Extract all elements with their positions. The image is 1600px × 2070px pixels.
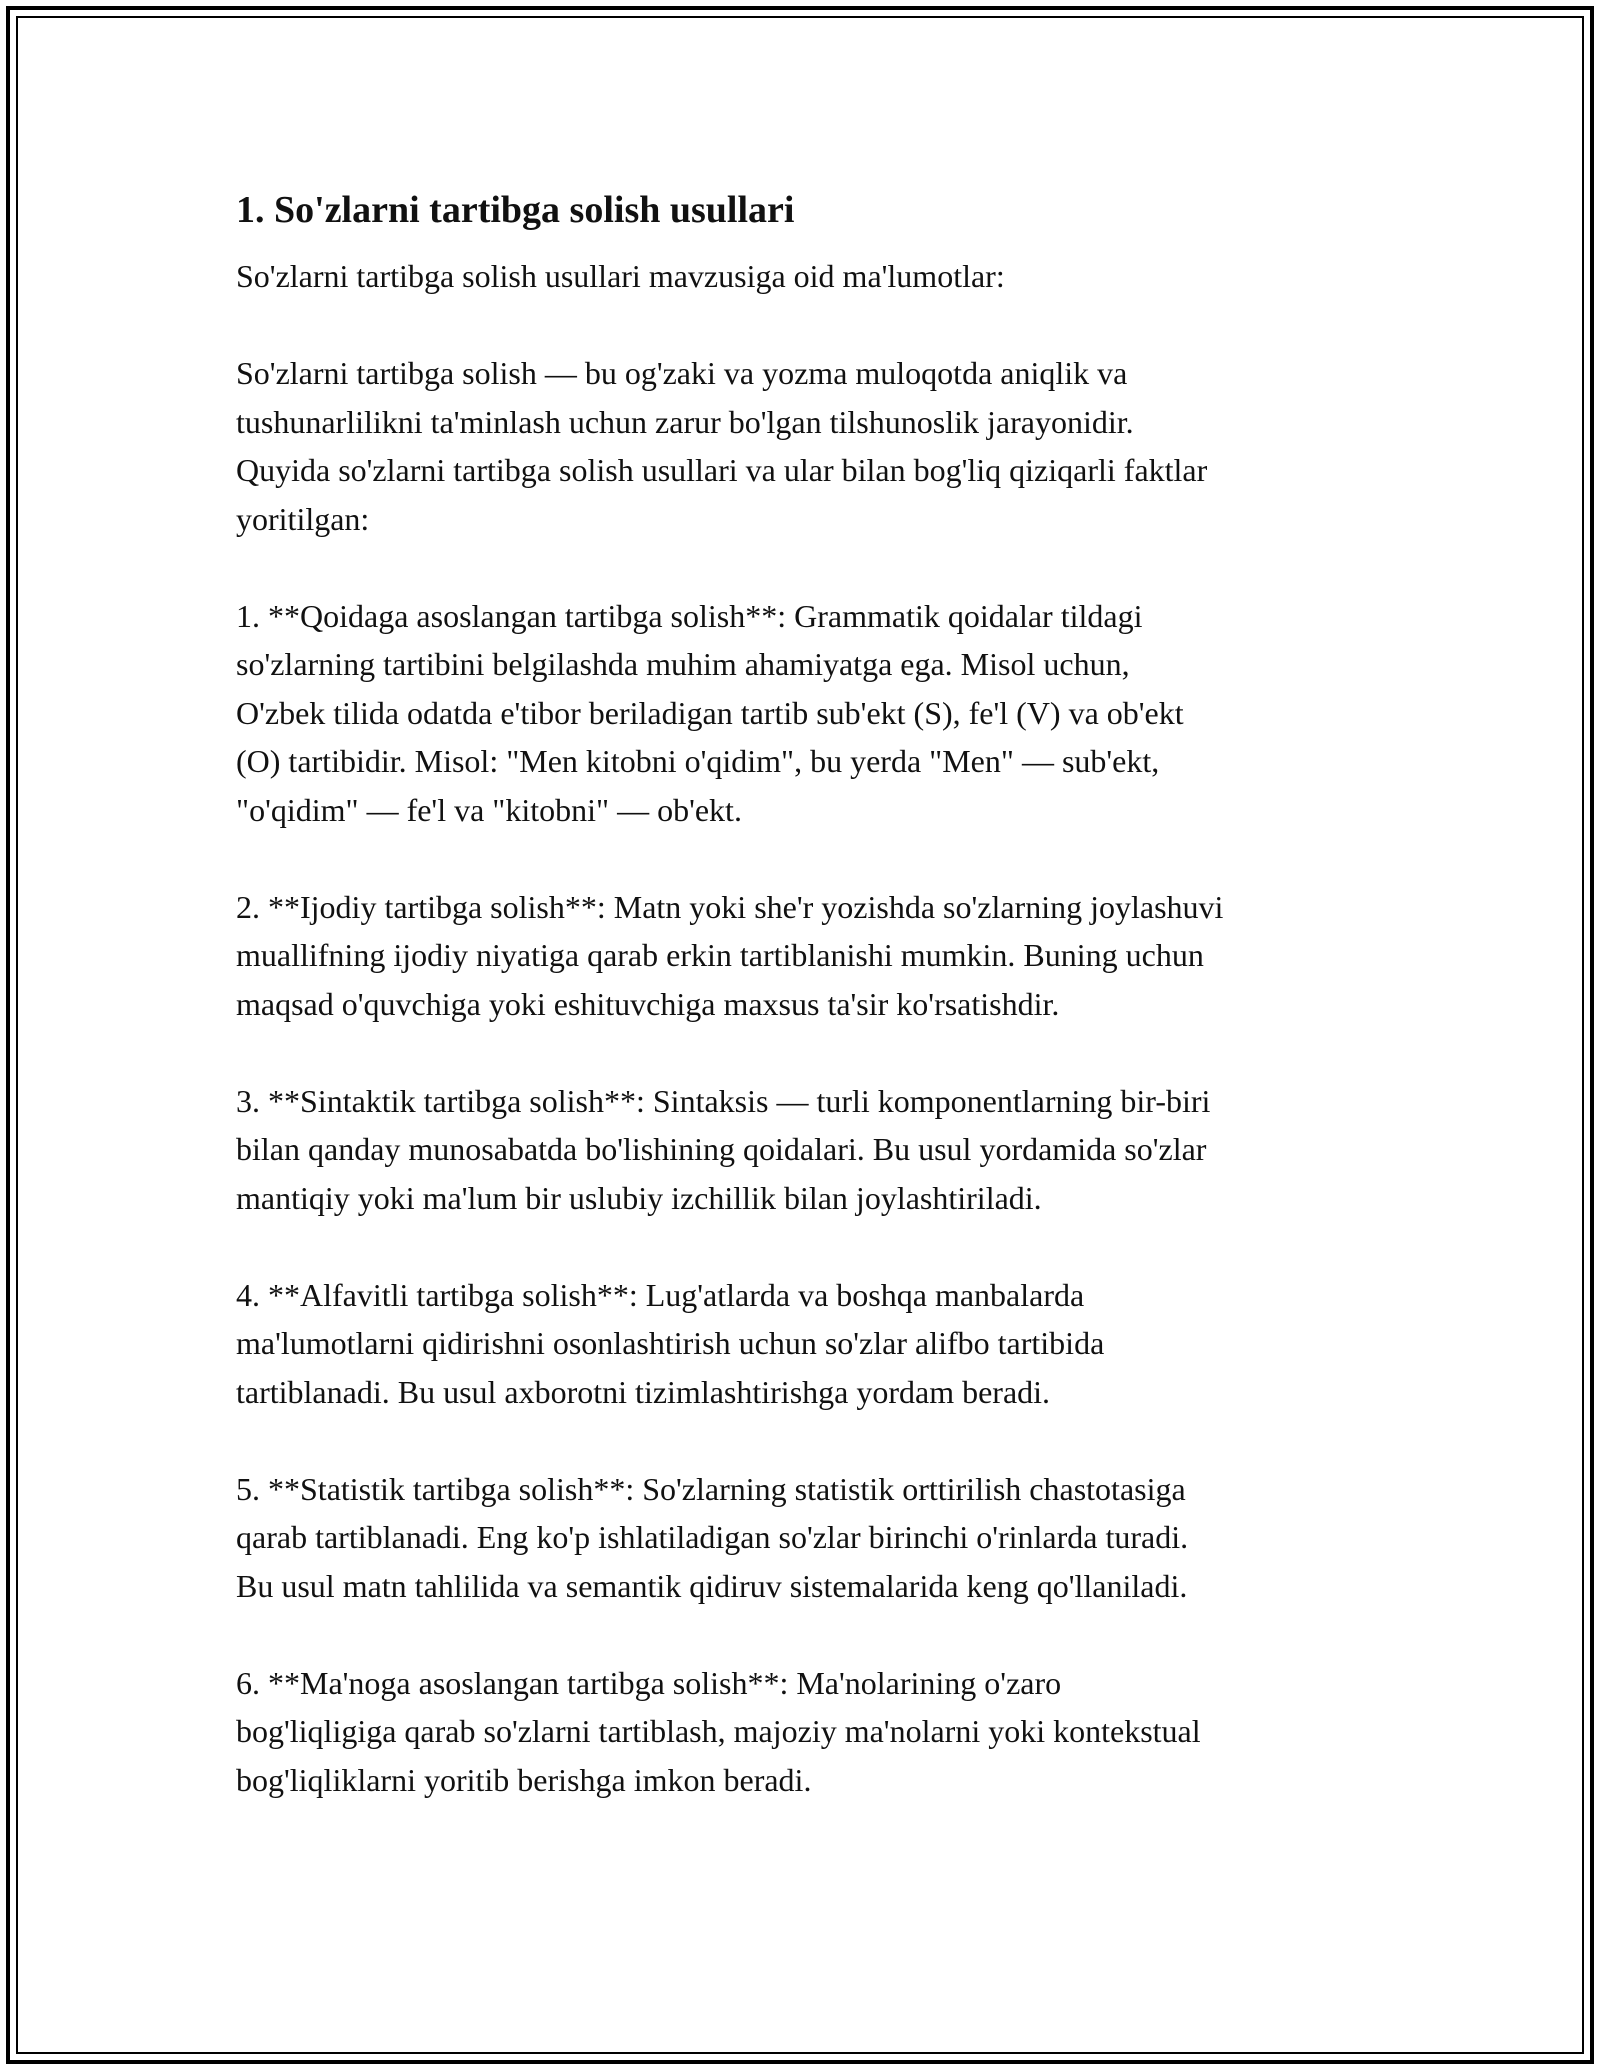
text-line: bilan qanday munosabatda bo'lishining qoidalari. Bu usul yordamida so'zlar	[236, 1131, 1207, 1167]
document-body	[236, 186, 1376, 1853]
list-item-3	[236, 1077, 1376, 1223]
list-item-5	[236, 1465, 1376, 1611]
list-item-4	[236, 1271, 1376, 1417]
text-line: 3. **Sintaktik tartibga solish**: Sintaksis — turli komponentlarning bir-biri	[236, 1082, 1211, 1119]
text-line: tushunarlilikni ta'minlash uchun zarur bo'lgan tilshunoslik jarayonidir.	[236, 403, 1134, 440]
text-line: qarab tartiblanadi. Eng ko'p ishlatiladigan so'zlar birinchi o'rinlarda turadi.	[236, 1519, 1189, 1555]
text-line: "o'qidim" — fe'l va "kitobni" — ob'ekt.	[236, 791, 742, 828]
text-line: yoritilgan:	[236, 500, 370, 537]
text-line: 4. **Alfavitli tartibga solish**: Lug'atlarda va boshqa manbalarda	[236, 1276, 1085, 1313]
list-item-2	[236, 883, 1376, 1029]
document-title: 1. So'zlarni tartibga solish usullari	[236, 189, 795, 231]
text-line: O'zbek tilida odatda e'tibor beriladigan tartib sub'ekt (S), fe'l (V) va ob'ekt	[236, 694, 1184, 731]
text-line: 2. **Ijodiy tartibga solish**: Matn yoki she'r yozishda so'zlarning joylashuvi	[236, 888, 1224, 925]
list-item-6	[236, 1659, 1376, 1805]
text-line: So'zlarni tartibga solish usullari mavzusiga oid ma'lumotlar:	[236, 258, 1005, 294]
text-line: bog'liqligiga qarab so'zlarni tartiblash, majoziy ma'nolarni yoki kontekstual	[236, 1713, 1201, 1749]
text-line: Bu usul matn tahlilida va semantik qidiruv sistemalarida keng qo'llaniladi.	[236, 1567, 1188, 1604]
paragraph-definition	[236, 349, 1376, 543]
text-line: 1. **Qoidaga asoslangan tartibga solish**: Grammatik qoidalar tildagi	[236, 597, 1143, 634]
paragraph-intro	[236, 252, 1376, 301]
text-line: ma'lumotlarni qidirishni osonlashtirish uchun so'zlar alifbo tartibida	[236, 1325, 1105, 1361]
text-line: muallifning ijodiy niyatiga qarab erkin tartiblanishi mumkin. Buning uchun	[236, 937, 1204, 973]
text-line: (O) tartibidir. Misol: "Men kitobni o'qidim", bu yerda "Men" — sub'ekt,	[236, 743, 1160, 779]
text-line: tartiblanadi. Bu usul axborotni tizimlashtirishga yordam beradi.	[236, 1373, 1051, 1410]
text-line: bog'liqliklarni yoritib berishga imkon beradi.	[236, 1761, 812, 1798]
text-line: Quyida so'zlarni tartibga solish usullari va ular bilan bog'liq qiziqarli faktlar	[236, 452, 1208, 488]
text-line: So'zlarni tartibga solish — bu og'zaki va yozma muloqotda aniqlik va	[236, 355, 1128, 391]
text-line: mantiqiy yoki ma'lum bir uslubiy izchillik bilan joylashtiriladi.	[236, 1179, 1042, 1216]
list-item-1	[236, 592, 1376, 835]
text-line: 6. **Ma'noga asoslangan tartibga solish**: Ma'nolarining o'zaro	[236, 1664, 1062, 1701]
text-line: 5. **Statistik tartibga solish**: So'zlarning statistik orttirilish chastotasiga	[236, 1470, 1186, 1507]
text-line: so'zlarning tartibini belgilashda muhim ahamiyatga ega. Misol uchun,	[236, 646, 1130, 682]
text-line: maqsad o'quvchiga yoki eshituvchiga maxsus ta'sir ko'rsatishdir.	[236, 985, 1060, 1022]
